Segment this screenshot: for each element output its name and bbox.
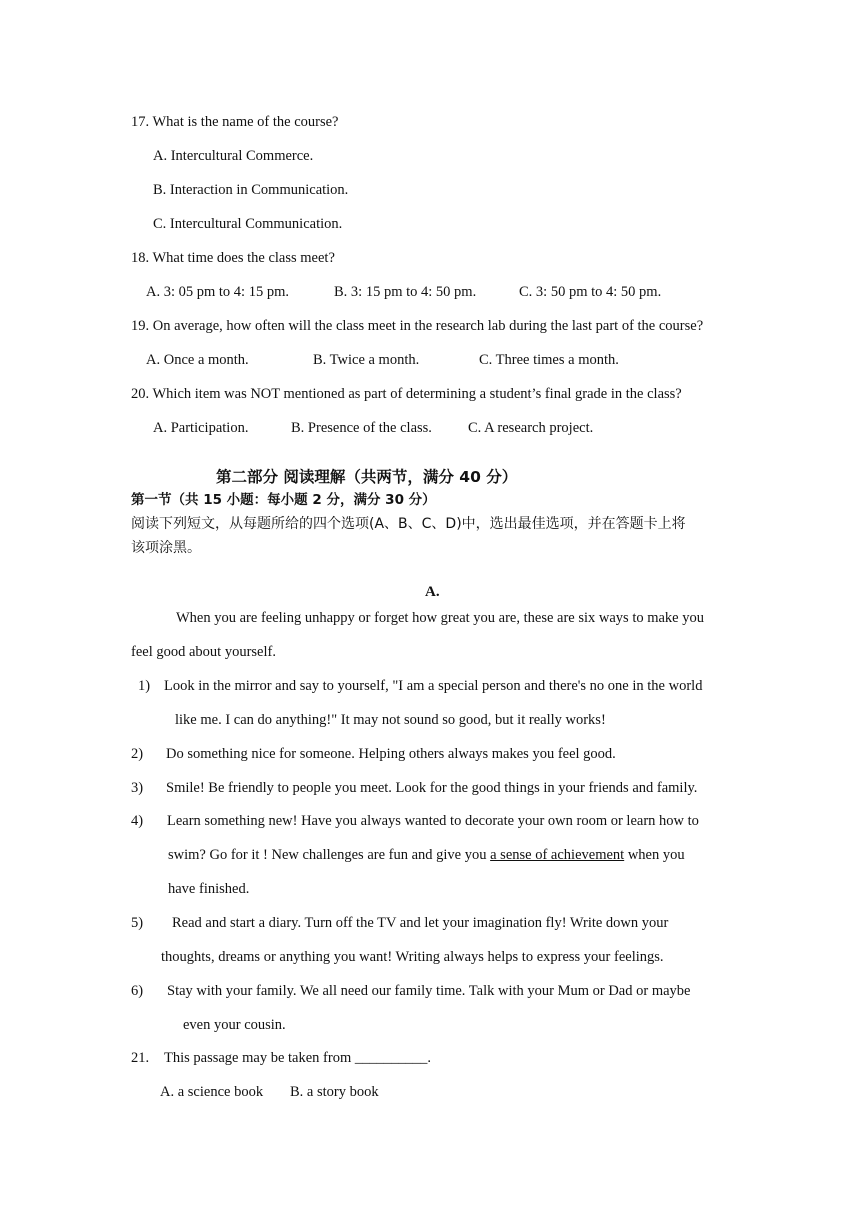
item-6-line-2: even your cousin.	[183, 1017, 286, 1033]
q19-option-a: A. Once a month.	[146, 352, 249, 368]
item-1-number: 1)	[138, 678, 151, 694]
section-one-title: 第一节（共 15 小题：每小题 2 分，满分 30 分）	[131, 492, 436, 508]
item-4-line-1: Learn something new! Have you always wanted to decorate your own room or learn how to	[167, 813, 699, 829]
question-18: 18. What time does the class meet?	[131, 250, 335, 266]
item-6-line-1: Stay with your family. We all need our family time. Talk with your Mum or Dad or maybe	[167, 983, 691, 999]
question-20: 20. Which item was NOT mentioned as part of determining a student’s final grade in the class?	[131, 386, 682, 402]
question-19: 19. On average, how often will the class meet in the research lab during the last part of the course?	[131, 318, 704, 334]
q19-option-c: C. Three times a month.	[479, 352, 619, 368]
passage-intro-line-1: When you are feeling unhappy or forget how great you are, these are six ways to make you	[176, 610, 704, 626]
passage-label: A.	[425, 584, 440, 600]
item-3-number: 3)	[131, 780, 144, 796]
question-17: 17. What is the name of the course?	[131, 114, 339, 130]
q17-option-b: B. Interaction in Communication.	[153, 182, 349, 198]
item-6-number: 6)	[131, 983, 144, 999]
q17-option-c: C. Intercultural Communication.	[153, 216, 343, 232]
passage-intro-line-2: feel good about yourself.	[131, 644, 276, 660]
instruction-line-1: 阅读下列短文，从每题所给的四个选项(A、B、C、D)中，选出最佳选项，并在答题卡上将	[131, 516, 686, 532]
q21-option-a: A. a science book	[160, 1084, 264, 1100]
item-5-line-1: Read and start a diary. Turn off the TV and let your imagination fly! Write down your	[172, 915, 669, 931]
item-4-line-2	[168, 845, 685, 865]
q18-option-c: C. 3: 50 pm to 4: 50 pm.	[519, 284, 662, 300]
part-two-title: 第二部分 阅读理解（共两节，满分 40 分）	[216, 468, 518, 486]
item-4-number: 4)	[131, 813, 144, 829]
item-4-line-2-start: swim? Go for it ! New challenges are fun and give you	[168, 847, 491, 863]
item-5-number: 5)	[131, 915, 144, 931]
item-1-line-1: Look in the mirror and say to yourself, "I am a special person and there's no one in the world	[164, 678, 703, 694]
item-3-line-1: Smile! Be friendly to people you meet. Look for the good things in your friends and family.	[166, 780, 698, 796]
q20-option-b: B. Presence of the class.	[291, 420, 432, 436]
q20-option-a: A. Participation.	[153, 420, 249, 436]
q18-option-a: A. 3: 05 pm to 4: 15 pm.	[146, 284, 289, 300]
q19-option-b: B. Twice a month.	[313, 352, 420, 368]
item-5-line-2: thoughts, dreams or anything you want! Writing always helps to express your feelings.	[161, 949, 664, 965]
q20-option-c: C. A research project.	[468, 420, 594, 436]
item-4-line-3: have finished.	[168, 881, 250, 897]
question-21: This passage may be taken from __________.	[164, 1050, 431, 1066]
underlined-phrase: a sense of achievement	[490, 847, 625, 863]
item-4-line-2-end: when you	[624, 847, 685, 863]
question-21-number: 21.	[131, 1050, 150, 1066]
q21-option-b: B. a story book	[290, 1084, 379, 1100]
q17-option-a: A. Intercultural Commerce.	[153, 148, 314, 164]
instruction-line-2: 该项涂黑。	[131, 540, 201, 556]
q18-option-b: B. 3: 15 pm to 4: 50 pm.	[334, 284, 477, 300]
item-2-number: 2)	[131, 746, 144, 762]
item-1-line-2: like me. I can do anything!" It may not sound so good, but it really works!	[175, 712, 606, 728]
item-2-line-1: Do something nice for someone. Helping others always makes you feel good.	[166, 746, 616, 762]
